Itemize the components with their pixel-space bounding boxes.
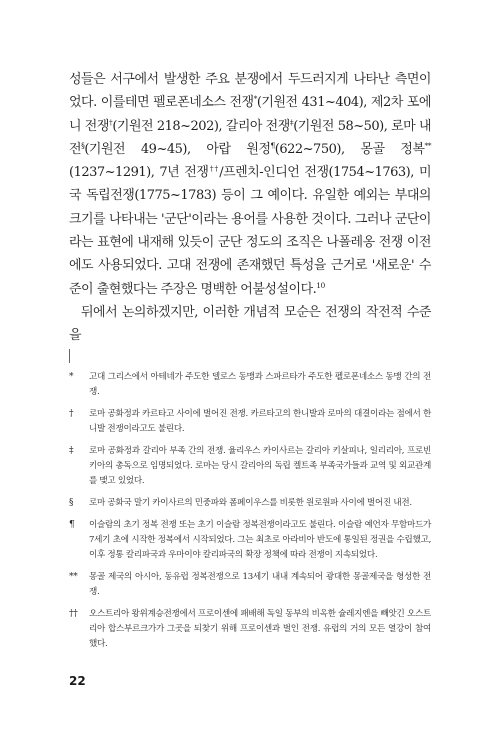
footnote-text: 몽골 제국의 아시아, 동유럽 정복전쟁으로 13세기 내내 계속되어 광대한 몽골제국을 형성한 전쟁. [89,571,431,597]
paragraph-1 [69,68,431,301]
text-run: /프렌치-인디언 전쟁(1754~1763), 미국 독립전쟁(1775~1783) 등이 그 예이다. 유일한 예외는 부대의 크기를 나타내는 '군단'이라는 용어를 사용한 것이다. 그러나 군단이라는 표현에 내재해 있듯이 군단 정도의 조직은 나폴레옹 전쟁 이전에도 사용되었다. 고대 전쟁에 존재했던 특성을 근거로 '새로운' 수준이 출현했다는 주장은 명백한 어불성설이다. [69,165,432,297]
text-run: (기원전 49~45), 아랍 원정 [84,141,271,157]
footnote-ref: * [253,94,257,104]
footnote-text: 로마 공화정과 갈리아 부족 간의 전쟁. 율리우스 카이사르는 갈리아 키살피나, 일리리아, 프로빈키아의 총독으로 임명되었다. 로마는 당시 갈리아의 독립 켈트족 부족국가들과 교역 및 외교관계를 맺고 있었다. [89,445,431,487]
footnote-text: 로마 공화정과 카르타고 사이에 벌어진 전쟁. 카르타고의 한니발과 로마의 대결이라는 점에서 한니발 전쟁이라고도 불린다. [89,408,431,435]
footnote-item [69,370,431,400]
main-text [69,68,431,348]
footnote-ref: ** [424,140,431,150]
footnote-ref: 10 [316,280,325,290]
paragraph-2: 뒤에서 논의하겠지만, 이러한 개념적 모순은 전쟁의 작전적 수준을 [69,304,431,344]
footnote-ref: ¶ [270,140,275,150]
footnote-text: 오스트리아 왕위계승전쟁에서 프로이센에 패배해 독일 동부의 비옥한 슐레지엔을 빼앗긴 오스트리아 합스부르크가가 그곳을 되찾기 위해 프로이센과 벌인 전쟁. 유럽의 거의 모든 열강이 참여했다. [89,608,431,650]
footnote-ref: ‡ [289,117,294,127]
footnote-ref: † [108,117,113,127]
footnote-mark: ‡ [69,445,74,456]
page-number: 22 [69,674,86,688]
text-run: (기원전 58~50), 로마 내전 [69,118,431,157]
footnote-mark: ** [69,571,78,582]
footnote-item [69,444,431,490]
text-run: (기원전 431~404), 제2차 포에니 전쟁 [69,95,431,134]
footnote-ref: § [81,140,85,150]
footnote-item [69,518,431,564]
text-run: (기원전 218~202), 갈리아 전쟁 [112,118,290,134]
footnote-mark: ¶ [69,519,75,530]
footnote-separator [69,349,70,363]
text-run: 성들은 서구에서 발생한 주요 분쟁에서 두드러지게 나타난 측면이었다. 이를테면 펠로폰네소스 전쟁 [69,72,431,111]
footnote-mark: † [69,408,74,419]
footnote-item [69,570,431,600]
footnote-text: 로마 공화국 말기 카이사르의 민중파와 폼페이우스를 비롯한 원로원파 사이에 벌어진 내전. [89,497,412,508]
footnote-item [69,496,431,511]
footnote-mark: †† [69,608,78,619]
footnote-mark: * [69,372,74,382]
text-run: (1237~1291), 7년 전쟁 [69,165,209,181]
footnote-text: 이슬람의 초기 정복 전쟁 또는 초기 이슬람 정복전쟁이라고도 불린다. 이슬람 예언자 무함마드가 7세기 초에 시작한 정복에서 시작되었다. 그는 최초로 아라비아 반도에 통일된 정권을 수립했고, 이후 정통 칼리파국과 우마이야 칼리파국의 확장 정책에 따라 전쟁이 지속되었다. [89,519,431,561]
footnote-text: 고대 그리스에서 아테네가 주도한 델로스 동맹과 스파르타가 주도한 펠로폰네소스 동맹 간의 전쟁. [89,372,431,398]
footnote-ref: †† [208,164,220,174]
footnote-item [69,607,431,653]
footnote-item [69,407,431,437]
footnote-mark: § [69,497,74,508]
text-run: (622~750), 몽골 정복 [274,141,425,157]
footnotes [69,370,431,659]
